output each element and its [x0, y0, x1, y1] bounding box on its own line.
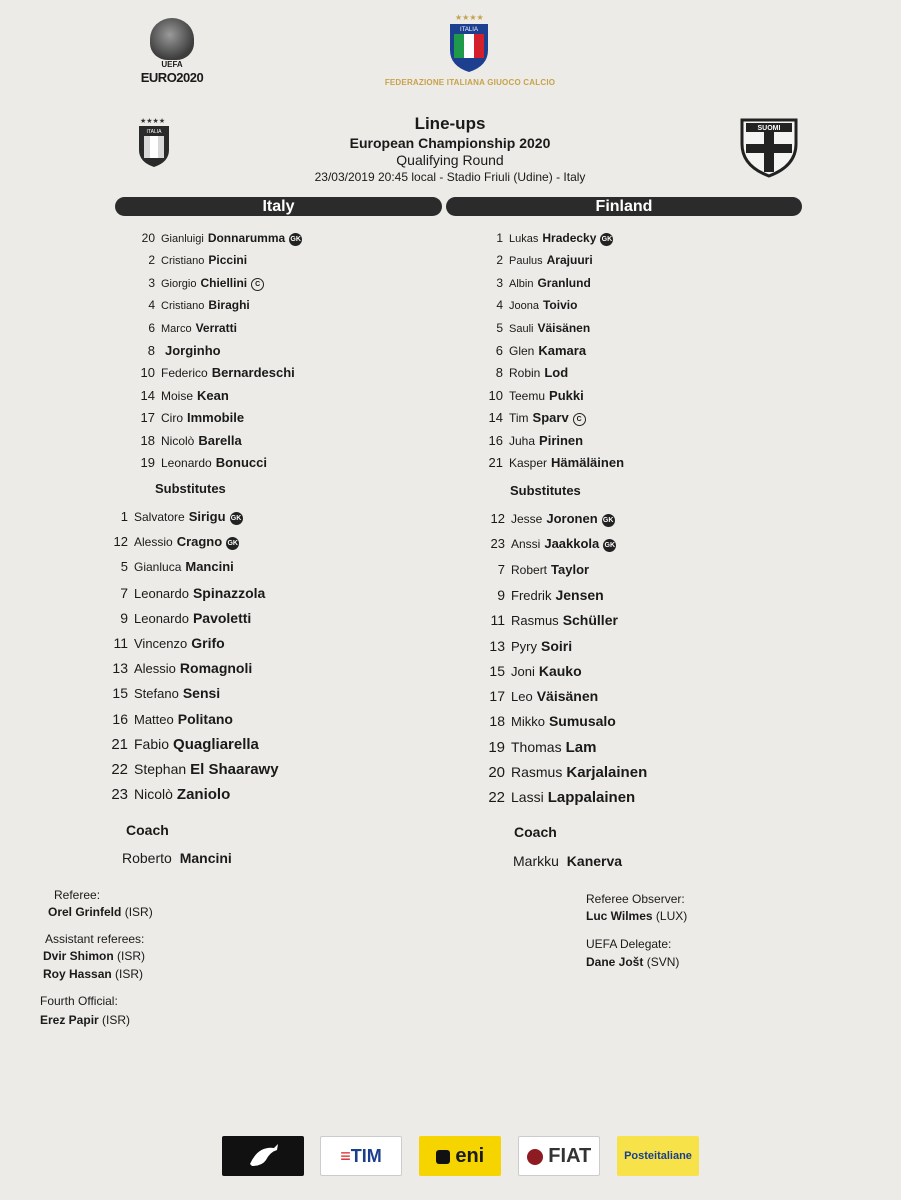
- coach-first-name: Markku: [513, 853, 559, 869]
- player-last-name: Bonucci: [215, 455, 268, 470]
- player-last-name: Immobile: [187, 410, 245, 425]
- player-last-name: Cragno: [176, 534, 223, 549]
- italy-substitutes-label: Substitutes: [155, 481, 226, 496]
- player-row: [133, 433, 242, 448]
- player-number: 21: [111, 736, 128, 753]
- fiat-badge-icon: [527, 1149, 543, 1165]
- player-number: 17: [489, 688, 505, 704]
- player-number: 4: [148, 298, 155, 312]
- player-row: [473, 298, 577, 312]
- player-first-name: Leonardo: [161, 456, 212, 470]
- sponsor-eni: eni: [419, 1136, 501, 1176]
- player-last-name: Sirigu: [188, 509, 226, 524]
- player-row: [473, 511, 615, 527]
- player-number: 21: [488, 455, 503, 470]
- player-first-name: Alessio: [134, 535, 173, 549]
- player-number: 1: [496, 231, 503, 245]
- captain-badge-icon: C: [251, 278, 264, 291]
- player-first-name: Gianluca: [134, 560, 182, 574]
- player-row: [473, 612, 618, 628]
- coach-first-name: Roberto: [122, 850, 172, 866]
- player-first-name: Stefano: [134, 686, 179, 701]
- player-last-name: Grifo: [191, 635, 225, 651]
- player-number: 9: [120, 610, 128, 626]
- player-number: 19: [488, 739, 505, 756]
- player-last-name: Jaakkola: [544, 536, 600, 551]
- player-first-name: Cristiano: [161, 300, 205, 312]
- player-number: 1: [120, 509, 128, 524]
- player-row: [473, 562, 589, 577]
- federation-name: FEDERAZIONE ITALIANA GIUOCO CALCIO: [384, 78, 556, 87]
- player-last-name: El Shaarawy: [190, 761, 279, 778]
- player-first-name: Teemu: [509, 389, 546, 403]
- player-first-name: Robin: [509, 366, 541, 380]
- goalkeeper-badge-icon: GK: [230, 512, 243, 525]
- player-row: [133, 321, 237, 335]
- player-last-name: Donnarumma: [207, 231, 286, 245]
- player-number: 16: [488, 433, 503, 448]
- player-first-name: Leo: [511, 689, 533, 704]
- player-number: 17: [140, 410, 155, 425]
- match-info: 23/03/2019 20:45 local - Stadio Friuli (Udine) - Italy: [314, 170, 586, 184]
- player-row: [473, 688, 598, 704]
- svg-text:ITALIA: ITALIA: [460, 27, 478, 33]
- svg-text:★★★★: ★★★★: [455, 13, 484, 22]
- player-last-name: Hämäläinen: [551, 455, 625, 470]
- player-number: 23: [490, 536, 505, 551]
- player-last-name: Väisänen: [537, 321, 591, 335]
- player-row: [133, 253, 247, 267]
- player-first-name: Nicolò: [161, 434, 195, 448]
- player-row: [473, 739, 596, 756]
- observer-label: Referee Observer:: [586, 892, 685, 906]
- player-first-name: Juha: [509, 434, 536, 448]
- player-last-name: Sumusalo: [548, 713, 616, 729]
- player-row: [133, 276, 264, 291]
- player-row: [100, 610, 251, 626]
- fourth-official: Erez Papir (ISR): [40, 1013, 131, 1027]
- player-last-name: Joronen: [546, 511, 598, 526]
- player-number: 7: [497, 562, 505, 577]
- player-last-name: Hradecky: [542, 231, 597, 245]
- player-row: [133, 388, 229, 403]
- player-row: [100, 585, 265, 601]
- player-number: 8: [147, 343, 155, 358]
- player-number: 11: [490, 612, 505, 628]
- goalkeeper-badge-icon: GK: [603, 539, 616, 552]
- player-row: [133, 365, 295, 380]
- player-number: 5: [120, 559, 128, 574]
- player-first-name: Leonardo: [134, 611, 189, 626]
- player-row: [133, 410, 244, 425]
- player-row: [100, 761, 279, 778]
- player-first-name: Tim: [509, 411, 529, 425]
- player-number: 10: [488, 388, 503, 403]
- player-last-name: Jorginho: [165, 343, 221, 358]
- fourth-official-label: Fourth Official:: [40, 994, 118, 1008]
- player-first-name: Matteo: [134, 712, 174, 727]
- player-row: [100, 711, 233, 727]
- italy-coach: [122, 850, 232, 866]
- delegate-label: UEFA Delegate:: [586, 937, 672, 951]
- player-first-name: Fredrik: [511, 588, 552, 603]
- player-row: [100, 786, 230, 803]
- player-first-name: Salvatore: [134, 510, 185, 524]
- player-row: [100, 509, 243, 525]
- player-first-name: Albin: [509, 278, 534, 290]
- player-number: 22: [488, 789, 505, 806]
- sponsor-puma: [222, 1136, 304, 1176]
- player-number: 13: [489, 638, 505, 654]
- player-first-name: Ciro: [161, 411, 184, 425]
- player-number: 16: [112, 711, 128, 727]
- player-row: [473, 410, 586, 426]
- player-first-name: Lukas: [509, 233, 539, 245]
- goalkeeper-badge-icon: GK: [289, 233, 302, 246]
- player-number: 12: [490, 511, 505, 526]
- player-first-name: Sauli: [509, 323, 534, 335]
- assistant-referee-1: Dvir Shimon (ISR): [43, 949, 146, 963]
- player-first-name: Gianluigi: [161, 233, 204, 245]
- player-last-name: Piccini: [208, 253, 248, 267]
- player-first-name: Paulus: [509, 255, 543, 267]
- player-first-name: Thomas: [511, 739, 562, 755]
- player-number: 15: [112, 685, 128, 701]
- player-row: [473, 231, 613, 246]
- page-title: Line-ups: [414, 114, 486, 133]
- player-first-name: Vincenzo: [134, 636, 188, 651]
- player-last-name: Schüller: [562, 612, 618, 628]
- player-last-name: Sensi: [182, 685, 221, 701]
- player-row: [133, 298, 250, 312]
- player-row: [100, 635, 225, 651]
- player-number: 10: [140, 365, 155, 380]
- coach-last-name: Mancini: [179, 850, 232, 866]
- player-number: 15: [489, 663, 505, 679]
- player-first-name: Rasmus: [511, 764, 563, 780]
- player-number: 23: [111, 786, 128, 803]
- team-header-finland: Finland: [446, 197, 802, 216]
- player-number: 12: [113, 534, 128, 549]
- goalkeeper-badge-icon: GK: [600, 233, 613, 246]
- player-last-name: Lam: [565, 739, 597, 756]
- sponsor-tim: ≡TIM: [320, 1136, 402, 1176]
- player-row: [473, 343, 586, 358]
- finland-coach: [513, 853, 622, 869]
- player-row: [100, 559, 234, 574]
- player-number: 6: [148, 321, 155, 335]
- player-number: 8: [495, 365, 503, 380]
- player-number: 3: [148, 276, 155, 290]
- player-number: 5: [496, 321, 503, 335]
- player-first-name: Pyry: [511, 639, 537, 654]
- finland-crest: [738, 118, 800, 178]
- player-row: [473, 536, 616, 552]
- player-number: 2: [148, 253, 155, 267]
- assistants-label: Assistant referees:: [45, 932, 145, 946]
- player-last-name: Pirinen: [539, 433, 584, 448]
- player-number: 19: [140, 455, 155, 470]
- player-first-name: Leonardo: [134, 586, 189, 601]
- player-number: 4: [496, 298, 503, 312]
- player-last-name: Pavoletti: [192, 610, 252, 626]
- player-number: 2: [496, 253, 503, 267]
- player-first-name: Anssi: [511, 537, 541, 551]
- eni-dog-icon: [436, 1150, 450, 1164]
- player-first-name: Fabio: [134, 736, 170, 752]
- player-number: 20: [141, 231, 155, 245]
- player-row: [473, 789, 635, 806]
- player-row: [100, 736, 259, 753]
- player-row: [473, 433, 583, 448]
- player-last-name: Väisänen: [536, 688, 599, 704]
- player-row: [473, 388, 584, 403]
- coach-last-name: Kanerva: [566, 853, 623, 869]
- player-last-name: Quagliarella: [173, 736, 259, 753]
- player-last-name: Karjalainen: [566, 764, 648, 781]
- player-last-name: Verratti: [195, 321, 237, 335]
- player-last-name: Romagnoli: [179, 660, 253, 676]
- player-last-name: Chiellini: [200, 276, 248, 290]
- player-last-name: Barella: [198, 433, 242, 448]
- trophy-icon: [150, 18, 194, 60]
- player-row: [473, 663, 582, 679]
- player-first-name: Stephan: [134, 761, 187, 777]
- tim-mark-icon: ≡: [340, 1146, 351, 1166]
- player-row: [133, 343, 221, 358]
- player-number: 6: [495, 343, 503, 358]
- player-last-name: Politano: [177, 711, 233, 727]
- player-number: 18: [489, 713, 505, 729]
- player-first-name: Federico: [161, 366, 208, 380]
- player-number: 3: [496, 276, 503, 290]
- player-first-name: Lassi: [511, 789, 544, 805]
- player-first-name: Joona: [509, 300, 539, 312]
- player-last-name: Kauko: [538, 663, 582, 679]
- player-last-name: Zaniolo: [176, 786, 231, 803]
- svg-text:ITALIA: ITALIA: [146, 129, 162, 135]
- player-row: [473, 365, 568, 380]
- assistant-referee-2: Roy Hassan (ISR): [43, 967, 144, 981]
- player-first-name: Mikko: [511, 714, 545, 729]
- uefa-delegate: Dane Jošt (SVN): [586, 955, 680, 969]
- captain-badge-icon: C: [573, 413, 586, 426]
- player-number: 22: [111, 761, 128, 778]
- goalkeeper-badge-icon: GK: [226, 537, 239, 550]
- player-first-name: Jesse: [511, 512, 543, 526]
- player-first-name: Robert: [511, 563, 548, 577]
- referee: Orel Grinfeld (ISR): [48, 905, 153, 919]
- finland-substitutes-label: Substitutes: [510, 483, 581, 498]
- player-last-name: Mancini: [185, 559, 234, 574]
- player-first-name: Marco: [161, 323, 192, 335]
- finland-shield-icon: [738, 118, 800, 178]
- puma-cat-icon: [222, 1136, 304, 1176]
- player-first-name: Giorgio: [161, 278, 197, 290]
- player-last-name: Taylor: [551, 562, 590, 577]
- figc-shield-icon: [446, 12, 492, 74]
- player-row: [133, 455, 267, 470]
- player-row: [473, 587, 604, 603]
- svg-text:SUOMI: SUOMI: [757, 125, 781, 132]
- player-number: 7: [120, 585, 128, 601]
- svg-text:★★★★: ★★★★: [140, 118, 166, 125]
- player-first-name: Rasmus: [511, 613, 559, 628]
- player-first-name: Nicolò: [134, 786, 173, 802]
- player-last-name: Pukki: [549, 388, 584, 403]
- goalkeeper-badge-icon: GK: [602, 514, 615, 527]
- player-row: [473, 253, 593, 267]
- player-last-name: Spinazzola: [192, 585, 266, 601]
- player-number: 9: [497, 587, 505, 603]
- player-first-name: Kasper: [509, 456, 548, 470]
- player-last-name: Sparv: [532, 410, 569, 425]
- sponsor-poste: Posteitaliane: [617, 1136, 699, 1176]
- player-last-name: Arajuuri: [546, 253, 593, 267]
- player-number: 13: [112, 660, 128, 676]
- player-row: [100, 660, 252, 676]
- player-last-name: Granlund: [537, 276, 591, 290]
- euro2020-text: EURO2020: [140, 70, 204, 85]
- player-first-name: Joni: [511, 664, 535, 679]
- player-row: [473, 713, 616, 729]
- player-last-name: Biraghi: [208, 298, 250, 312]
- finland-coach-label: Coach: [514, 824, 557, 840]
- player-last-name: Lappalainen: [547, 789, 636, 806]
- uefa-text: UEFA: [161, 60, 183, 69]
- player-last-name: Jensen: [555, 587, 604, 603]
- player-first-name: Moise: [161, 389, 194, 403]
- player-last-name: Kamara: [538, 343, 587, 358]
- referee-observer: Luc Wilmes (LUX): [586, 909, 688, 923]
- italy-shield-icon: [137, 116, 171, 168]
- player-first-name: Cristiano: [161, 255, 205, 267]
- player-number: 18: [140, 433, 155, 448]
- player-row: [100, 534, 239, 550]
- italy-coach-label: Coach: [126, 822, 169, 838]
- player-row: [473, 455, 624, 470]
- player-last-name: Lod: [544, 365, 569, 380]
- player-first-name: Glen: [509, 344, 535, 358]
- player-first-name: Alessio: [134, 661, 176, 676]
- player-row: [133, 231, 302, 246]
- competition-name: European Championship 2020: [349, 135, 551, 151]
- player-last-name: Bernardeschi: [211, 365, 295, 380]
- referee-label: Referee:: [54, 888, 101, 902]
- player-row: [100, 685, 220, 701]
- player-row: [473, 764, 647, 781]
- player-row: [473, 321, 590, 335]
- player-number: 14: [488, 410, 503, 425]
- player-number: 11: [113, 635, 128, 651]
- player-row: [473, 638, 572, 654]
- italy-crest: [137, 116, 171, 168]
- euro2020-logo: [132, 18, 212, 90]
- player-number: 14: [140, 388, 155, 403]
- player-last-name: Toivio: [542, 298, 578, 312]
- player-row: [473, 276, 591, 290]
- player-last-name: Kean: [197, 388, 229, 403]
- sponsor-fiat: FIAT: [518, 1136, 600, 1176]
- round-name: Qualifying Round: [396, 152, 504, 168]
- team-header-italy: Italy: [115, 197, 442, 216]
- player-number: 20: [488, 764, 505, 781]
- player-last-name: Soiri: [541, 638, 573, 654]
- figc-crest: [446, 12, 492, 74]
